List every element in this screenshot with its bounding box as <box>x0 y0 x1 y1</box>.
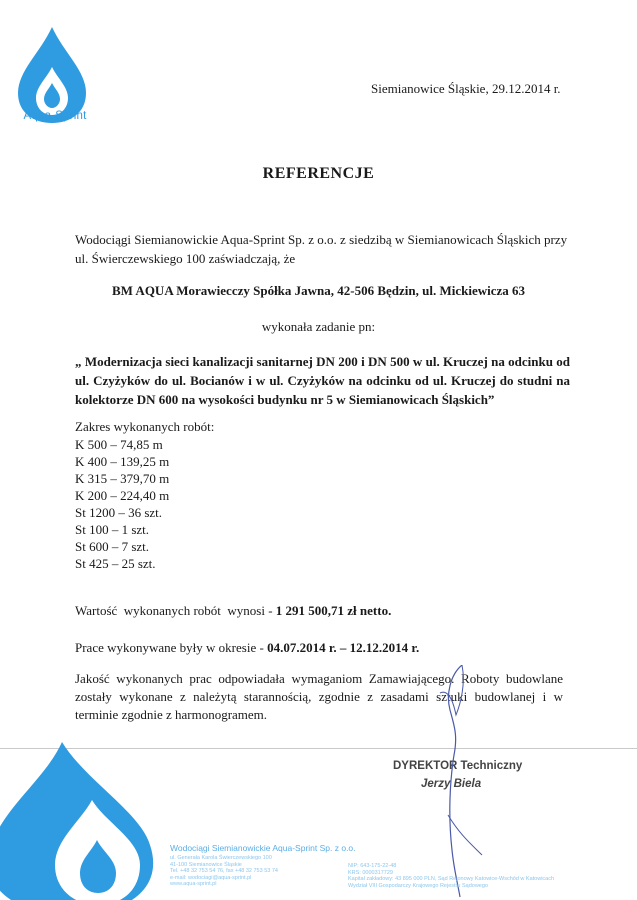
scope-heading: Zakres wykonanych robót: <box>75 419 215 434</box>
document-title: REFERENCJE <box>262 165 375 182</box>
footer-drop-graphic <box>0 740 185 900</box>
footer-registry-block <box>348 863 608 889</box>
footer-line: e-mail: wodociagi@aqua-sprint.pl <box>170 874 252 881</box>
scope-item: K 200 – 224,40 m <box>75 488 170 503</box>
works-period <box>75 640 419 656</box>
footer-address-block <box>170 855 330 888</box>
footer-line: Wydział VIII Gospodarczy Krajowego Rejestru Sądowego <box>348 882 488 889</box>
signatory-role: DYREKTOR Techniczny <box>393 760 523 772</box>
footer-line: ul. Generała Karola Świerczewskiego 100 <box>170 855 272 861</box>
task-name: „ Modernizacja sieci kanalizacji sanitarnej DN 200 i DN 500 w ul. Kruczej na odcinku od ul. Czyżyków do ul. Bocianów i w ul. Czyżyków na odcinku od ul. Kruczej do studni na kolektorze DN 600 na wysokości budynku nr 5 w Siemianowicach Śląskich” <box>75 354 570 407</box>
contractor-company: BM AQUA Morawiecczy Spółka Jawna, 42-506 Będzin, ul. Mickiewicza 63 <box>111 283 526 298</box>
signatory-name: Jerzy Biela <box>421 778 482 790</box>
scope-item: St 100 – 1 szt. <box>75 522 150 537</box>
quality-paragraph: Jakość wykonanych prac odpowiadała wymaganiom Zamawiającego. Roboty budowlane zostały wykonane z należytą starannością, zgodnie z zasadami sztuki budowlanej i w terminie zgodnie z harmonogramem. <box>75 671 563 722</box>
scope-item: K 315 – 379,70 m <box>75 471 170 486</box>
logo-brand-name: Aqua-Sprint <box>23 110 87 122</box>
works-period-label: Prace wykonywane były w okresie - <box>75 640 268 655</box>
scope-item: K 500 – 74,85 m <box>75 437 163 452</box>
scope-list <box>75 436 169 572</box>
performed-line: wykonała zadanie pn: <box>261 319 376 334</box>
scope-item: St 1200 – 36 szt. <box>75 505 163 520</box>
works-value <box>75 603 391 619</box>
footer-line: KRS: 0000317729 <box>348 869 393 876</box>
works-value-label: Wartość wykonanych robót wynosi - <box>75 603 276 618</box>
footer-company-name: Wodociągi Siemianowickie Aqua-Sprint Sp. z o.o. <box>170 843 356 853</box>
footer-line: Kapitał zakładowy: 43 895 000 PLN, Sąd Rejonowy Katowice-Wschód w Katowicach <box>348 876 555 882</box>
scope-item: St 425 – 25 szt. <box>75 556 156 571</box>
footer-line: NIP: 643-175-22-48 <box>348 863 397 869</box>
scope-item: St 600 – 7 szt. <box>75 539 150 554</box>
footer-line: Tel. +48 32 753 54 76, fax +48 32 753 53 74 <box>170 868 278 874</box>
intro-paragraph: Wodociągi Siemianowickie Aqua-Sprint Sp. z o.o. z siedzibą w Siemianowicach Śląskich przy ul. Świerczewskiego 100 zaświadczają, że <box>75 232 568 266</box>
works-value-amount: 1 291 500,71 zł netto. <box>275 603 392 618</box>
place-and-date: Siemianowice Śląskie, 29.12.2014 r. <box>371 81 561 96</box>
footer-line: www.aqua-sprint.pl <box>170 881 217 887</box>
footer-line: 41-100 Siemianowice Śląskie <box>170 861 242 868</box>
scope-item: K 400 – 139,25 m <box>75 454 170 469</box>
works-period-dates: 04.07.2014 r. – 12.12.2014 r. <box>267 640 420 655</box>
